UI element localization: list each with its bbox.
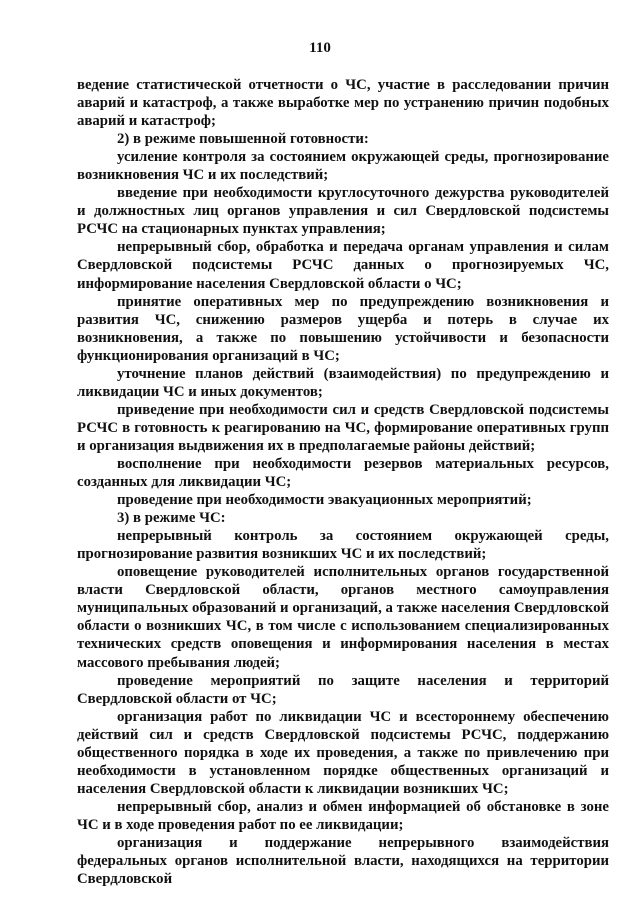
- paragraph: непрерывный сбор, обработка и передача органам управления и силам Свердловской подсистемы РСЧС данных о прогнозируемых ЧС, информирование населения Свердловской области о ЧС;: [77, 239, 609, 292]
- paragraph: организация и поддержание непрерывного взаимодействия федеральных органов исполнительной власти, находящихся на территории Свердловской: [77, 834, 609, 888]
- paragraph: 2) в режиме повышенной готовности:: [117, 131, 369, 148]
- document-body: [77, 76, 609, 888]
- paragraph: 3) в режиме ЧС:: [117, 510, 226, 527]
- paragraph: приведение при необходимости сил и средств Свердловской подсистемы РСЧС в готовность к реагированию на ЧС, формирование оперативных групп и организация выдвижения их в предполагаемые районы действий;: [77, 401, 609, 454]
- paragraph: организация работ по ликвидации ЧС и всестороннему обеспечению действий сил и средств Свердловской подсистемы РСЧС, поддержанию общественного порядка в ходе их проведения, а также по привлечению при необходимости в установленном порядке общественных организаций и населения Свердловской области к ликвидации возникших ЧС;: [77, 708, 609, 797]
- paragraph: непрерывный контроль за состоянием окружающей среды, прогнозирование развития возникших ЧС и их последствий;: [77, 528, 609, 563]
- paragraph: восполнение при необходимости резервов материальных ресурсов, созданных для ликвидации ЧС;: [77, 455, 609, 491]
- paragraph: принятие оперативных мер по предупреждению возникновения и развития ЧС, снижению размеров ущерба и потерь в случае их возникновения, а также по повышению устойчивости и безопасности функционирования организаций в ЧС;: [77, 293, 609, 364]
- paragraph: непрерывный сбор, анализ и обмен информацией об обстановке в зоне ЧС и в ходе проведения работ по ее ликвидации;: [77, 798, 609, 833]
- paragraph: ведение статистической отчетности о ЧС, участие в расследовании причин аварий и катастроф, а также выработке мер по устранению причин подобных аварий и катастроф;: [77, 77, 609, 130]
- paragraph: усиление контроля за состоянием окружающей среды, прогнозирование возникновения ЧС и их последствий;: [77, 149, 609, 184]
- paragraph: уточнение планов действий (взаимодействия) по предупреждению и ликвидации ЧС и иных документов;: [77, 365, 609, 400]
- paragraph: введение при необходимости круглосуточного дежурства руководителей и должностных лиц органов управления и сил Свердловской подсистемы РСЧС на стационарных пунктах управления;: [77, 185, 609, 238]
- page-number: 110: [309, 40, 331, 56]
- paragraph: проведение мероприятий по защите населения и территорий Свердловской области от ЧС;: [77, 672, 609, 707]
- paragraph: проведение при необходимости эвакуационных мероприятий;: [117, 492, 532, 509]
- paragraph: оповещение руководителей исполнительных органов государственной власти Свердловской области, органов местного самоуправления муниципальных образований и организаций, а также населения Свердловской области о возникших ЧС, в том числе с использованием специализированных технических средств оповещения и информирования населения в местах массового пребывания людей;: [77, 564, 609, 671]
